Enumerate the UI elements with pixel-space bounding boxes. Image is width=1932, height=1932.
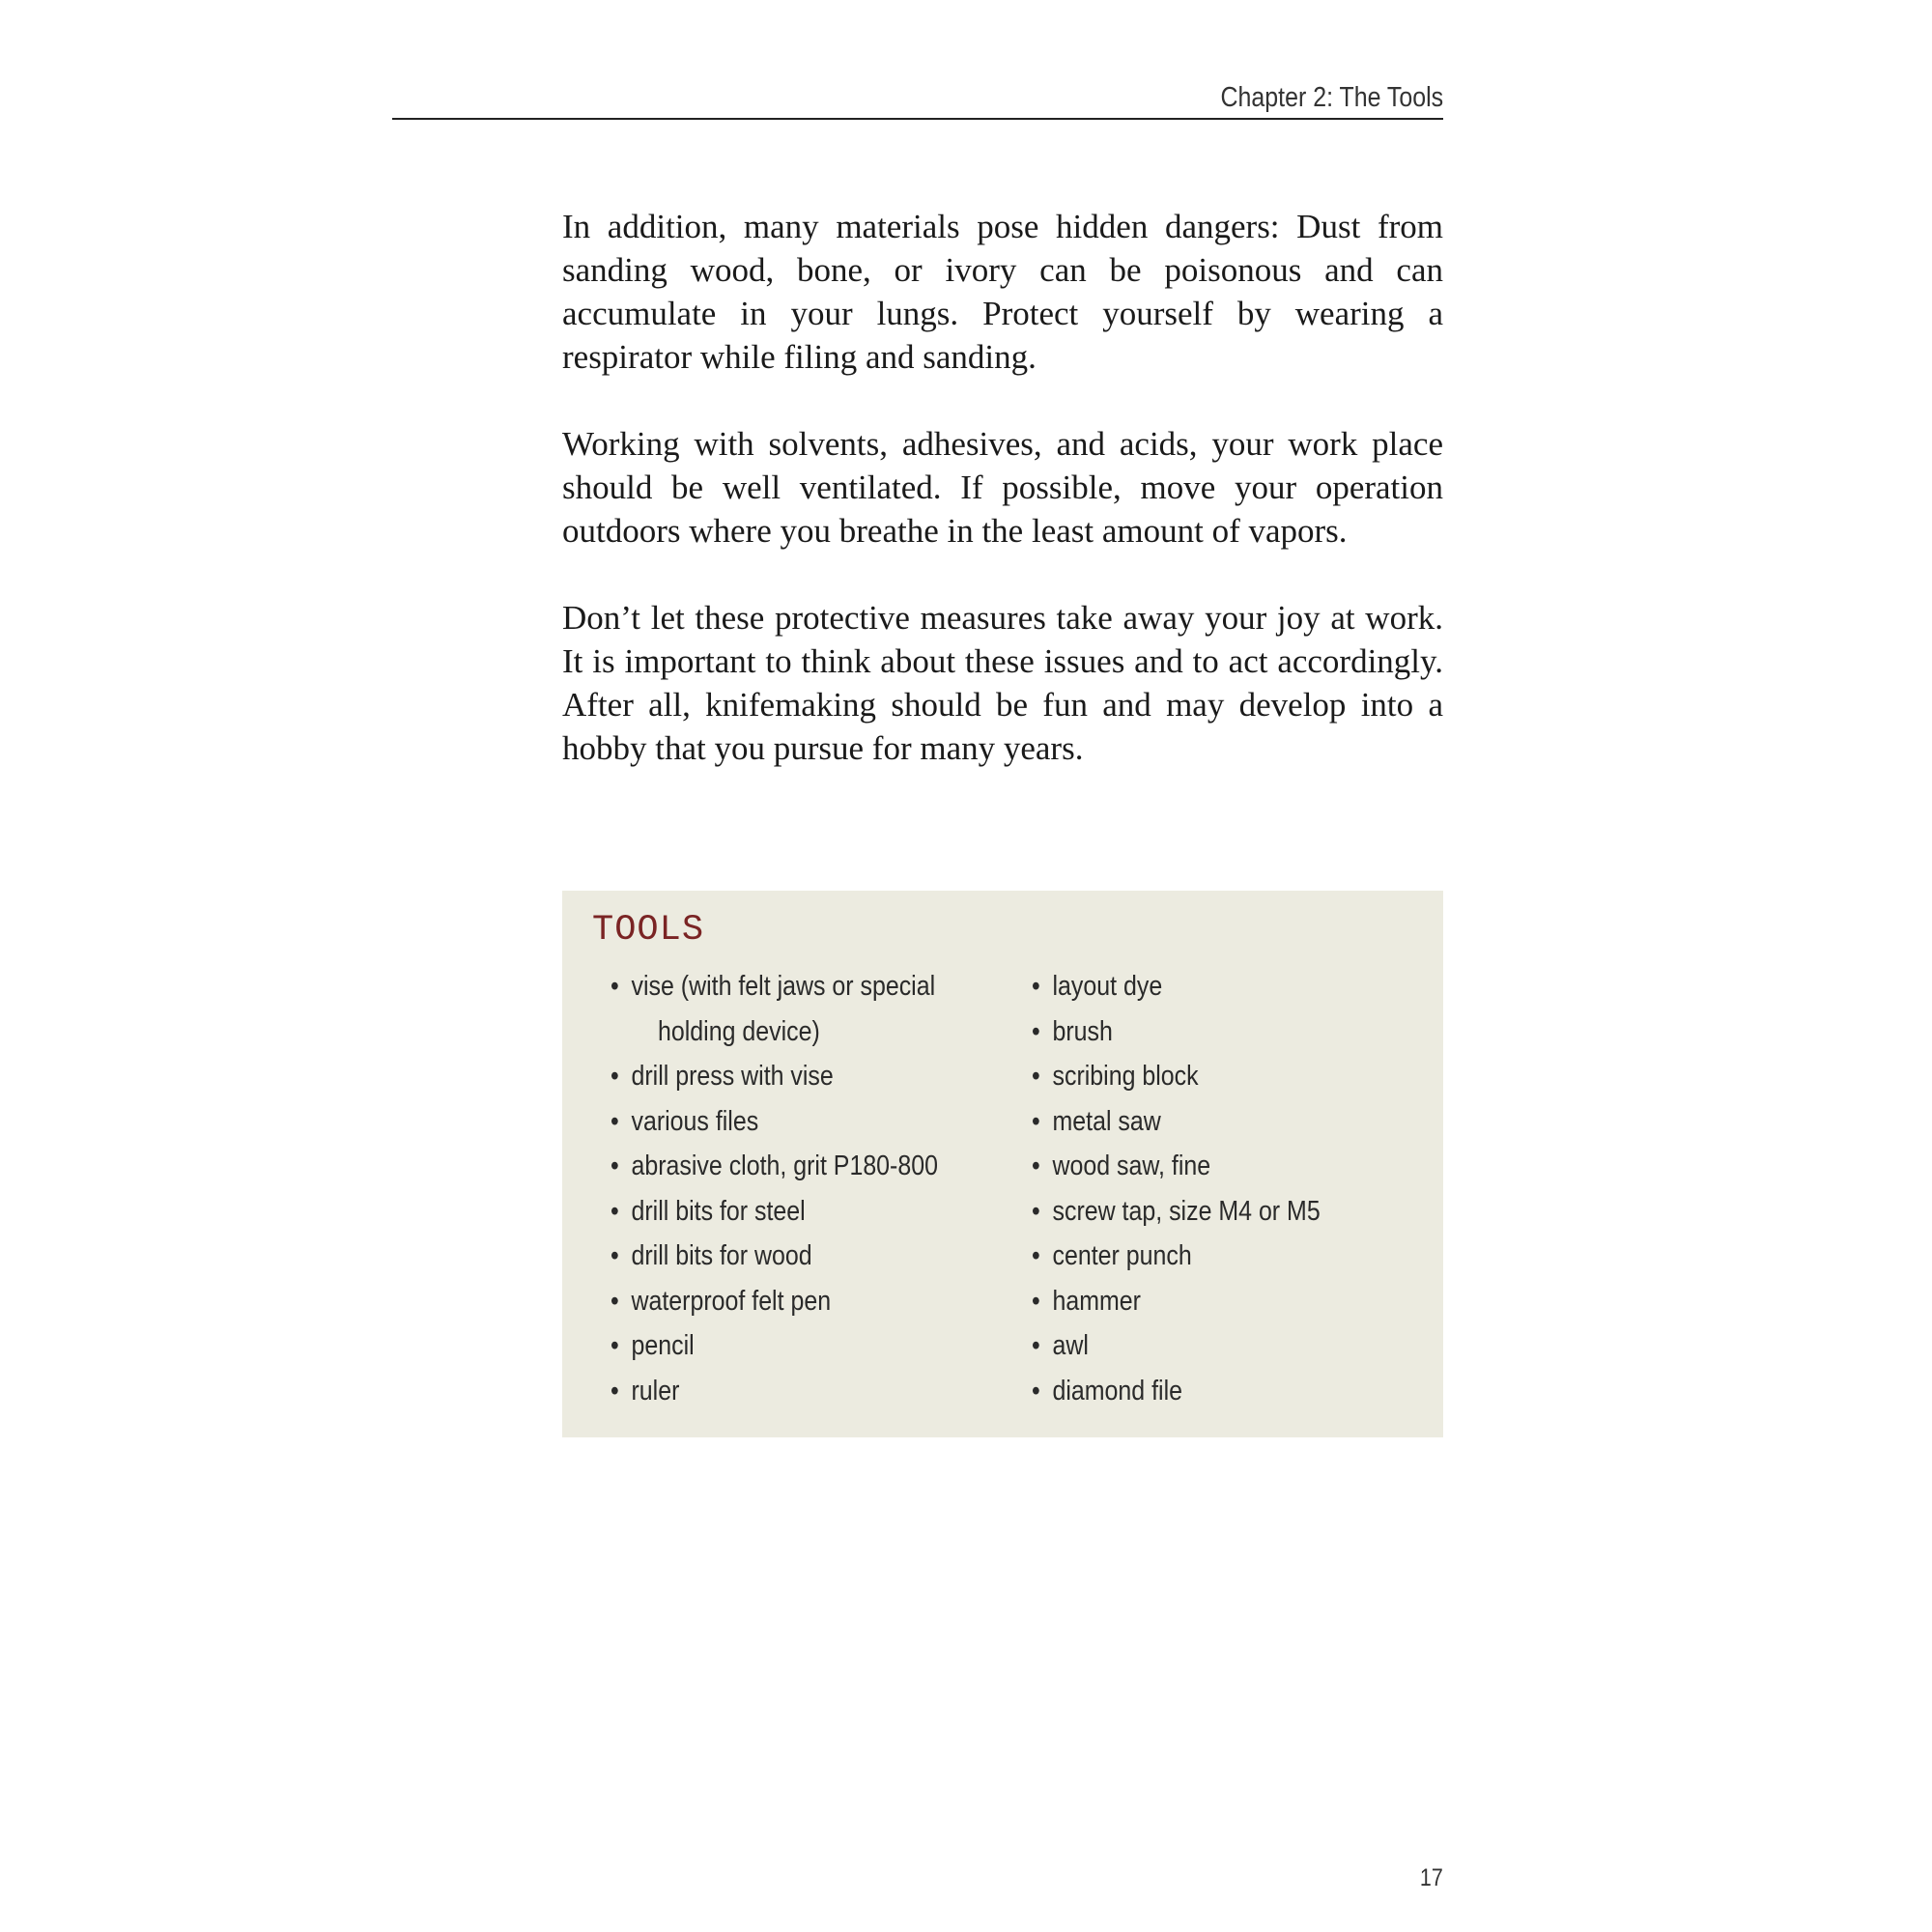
list-item-text: diamond file — [1052, 1375, 1182, 1406]
list-item-text: abrasive cloth, grit P180-800 — [631, 1151, 938, 1181]
list-item — [1032, 1234, 1380, 1279]
list-item-text: pencil — [631, 1330, 695, 1361]
list-item — [611, 1279, 959, 1324]
list-item-continuation: holding device) — [658, 1015, 820, 1047]
tools-box-title: TOOLS — [592, 910, 705, 951]
list-item — [611, 1369, 959, 1414]
list-item-text: center punch — [1052, 1240, 1192, 1271]
list-item — [611, 1054, 959, 1099]
list-item-text: hammer — [1052, 1285, 1141, 1317]
page-number: 17 — [1420, 1864, 1443, 1891]
list-item-text: drill press with vise — [631, 1061, 834, 1092]
paragraph: In addition, many materials pose hidden dangers: Dust from sanding wood, bone, or ivory can be poisonous and can accumulate in your lungs. Protect yourself by wearing a respirator while filing and sanding. — [562, 208, 1443, 376]
list-item-text: ruler — [631, 1375, 680, 1406]
list-item-text: drill bits for wood — [631, 1240, 812, 1271]
paragraph: Don’t let these protective measures take away your joy at work. It is important to think about these issues and to act accordingly. After all, knifemaking should be fun and may develop into a hobby that you pursue for many years. — [562, 599, 1443, 767]
list-item-text: screw tap, size M4 or M5 — [1052, 1195, 1321, 1227]
list-item — [611, 1189, 959, 1235]
list-item-text: scribing block — [1052, 1061, 1199, 1092]
body-text — [562, 205, 1443, 813]
list-item — [1032, 1144, 1380, 1189]
tools-list-right — [1032, 964, 1437, 1413]
list-item — [1032, 1279, 1380, 1324]
list-item-text: vise (with felt jaws or special — [631, 971, 936, 1002]
list-item — [1032, 964, 1380, 1009]
running-header — [392, 75, 1443, 120]
list-item-text: various files — [631, 1105, 759, 1137]
list-item — [1032, 1009, 1380, 1055]
list-item-text: wood saw, fine — [1052, 1151, 1211, 1181]
tools-list-left — [611, 964, 1016, 1413]
list-item-text: metal saw — [1052, 1105, 1161, 1137]
list-item-text: brush — [1052, 1015, 1113, 1047]
list-item — [1032, 1054, 1380, 1099]
list-item-text: awl — [1052, 1330, 1089, 1361]
list-item — [611, 1234, 959, 1279]
list-item — [1032, 1369, 1380, 1414]
list-item — [611, 964, 959, 1054]
list-item — [611, 1099, 959, 1145]
paragraph: Working with solvents, adhesives, and acids, your work place should be well ventilated. If possible, move your operation outdoors where you breathe in the least amount of vapors. — [562, 425, 1443, 550]
list-item — [1032, 1099, 1380, 1145]
list-item — [1032, 1323, 1380, 1369]
list-item — [611, 1323, 959, 1369]
list-item — [611, 1144, 959, 1189]
list-item-text: drill bits for steel — [631, 1195, 806, 1227]
chapter-title: Chapter 2: The Tools — [1220, 82, 1443, 113]
tools-sidebar-box — [562, 891, 1443, 1437]
list-item-text: waterproof felt pen — [631, 1285, 832, 1317]
list-item — [1032, 1189, 1380, 1235]
list-item-text: layout dye — [1052, 971, 1163, 1002]
